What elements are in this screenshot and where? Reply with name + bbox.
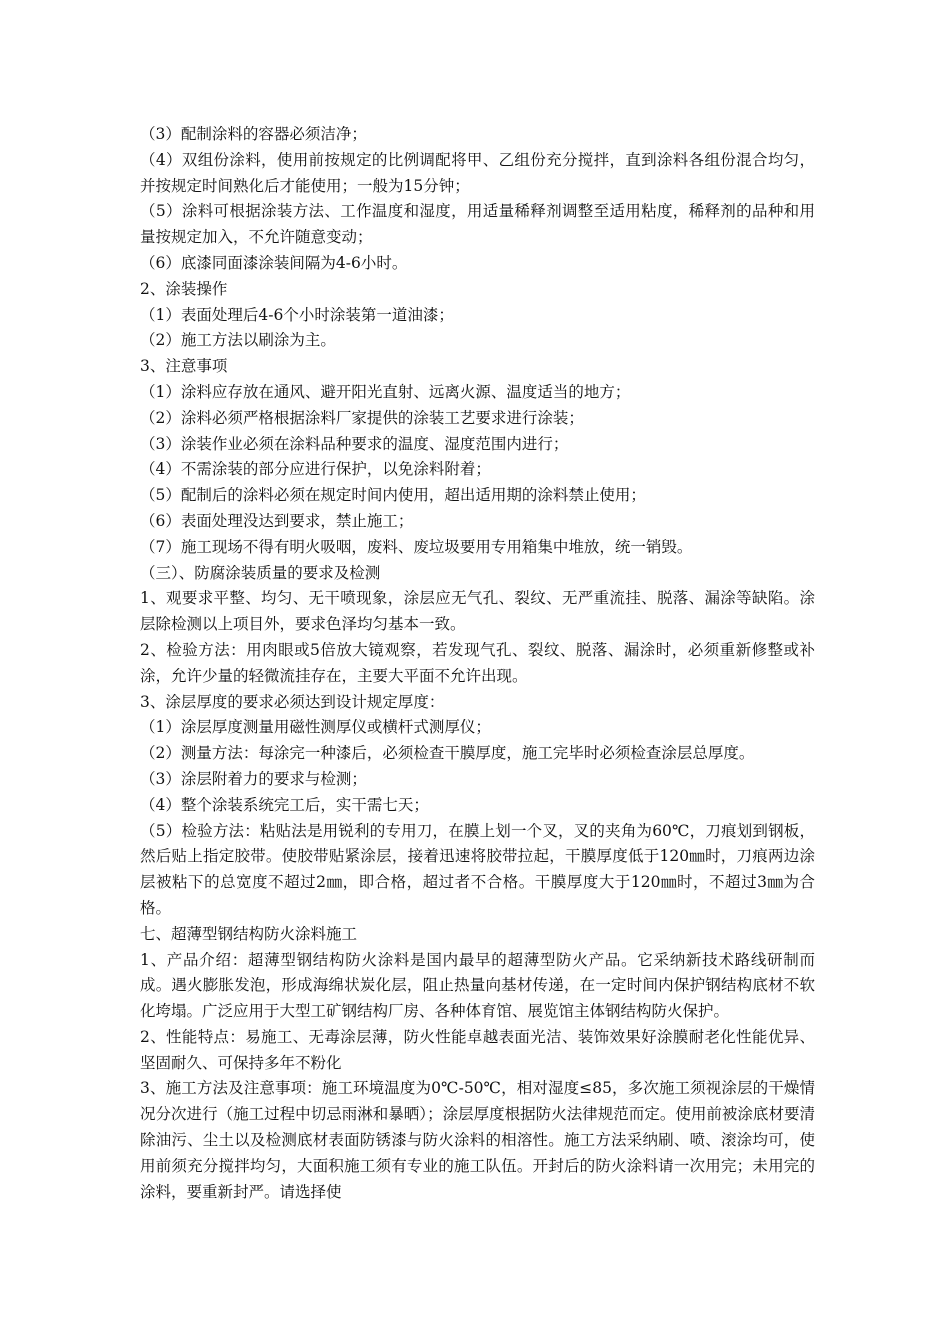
paragraph: （3）配制涂料的容器必须洁净； — [140, 125, 367, 143]
paragraph: 1、产品介绍：超薄型钢结构防火涂料是国内最早的超薄型防火产品。它采纳新技术路线研制而成。遇火膨胀发泡，形成海绵状炭化层，阻止热量向基材传递，在一定时间内保护钢结构底材不软化垮塌。广泛应用于大型工矿钢结构厂房、各种体育馆、展览馆主体钢结构防火保护。 — [140, 950, 815, 1021]
section-heading: 2、涂装操作 — [140, 279, 228, 298]
paragraph: （3）涂层附着力的要求与检测； — [140, 769, 367, 788]
paragraph: （1）表面处理后4-6个小时涂装第一道油漆； — [140, 305, 454, 324]
section-heading: 3、注意事项 — [140, 357, 228, 376]
paragraph: 1、观要求平整、均匀、无干喷现象，涂层应无气孔、裂纹、无严重流挂、脱落、漏涂等缺陷。涂层除检测以上项目外，要求色泽均匀基本一致。 — [140, 589, 815, 634]
document-page — [140, 122, 815, 1205]
paragraph: （4）整个涂装系统完工后，实干需七天； — [140, 795, 429, 814]
paragraph: （2）施工方法以刷涂为主。 — [140, 331, 336, 350]
paragraph: （3）涂装作业必须在涂料品种要求的温度、湿度范围内进行； — [140, 434, 569, 453]
paragraph: （7）施工现场不得有明火吸咽，废料、废垃圾要用专用箱集中堆放，统一销毁。 — [140, 537, 693, 556]
paragraph: （4）不需涂装的部分应进行保护，以免涂料附着； — [140, 460, 491, 479]
paragraph: 3、施工方法及注意事项：施工环境温度为0℃-50℃，相对湿度≤85，多次施工须视涂层的干燥情况分次进行（施工过程中切忌雨淋和暴晒）；涂层厚度根据防火法律规范而定。使用前被涂底材要清除油污、尘土以及检测底材表面防锈漆与防火涂料的相溶性。施工方法采纳刷、喷、滚涂均可，使用前须充分搅拌均匀，大面积施工须有专业的施工队伍。开封后的防火涂料请一次用完；未用完的涂料，要重新封严。请选择使 — [140, 1079, 815, 1201]
section-heading: （三）、防腐涂装质量的要求及检测 — [140, 563, 381, 582]
paragraph: （1）涂料应存放在通风、避开阳光直射、远离火源、温度适当的地方； — [140, 382, 631, 401]
paragraph: 2、性能特点：易施工、无毒涂层薄，防火性能卓越表面光洁、装饰效果好涂膜耐老化性能优异、坚固耐久、可保持多年不粉化 — [140, 1027, 815, 1072]
paragraph: （5）配制后的涂料必须在规定时间内使用，超出适用期的涂料禁止使用； — [140, 486, 646, 505]
paragraph: （2）涂料必须严格根据涂料厂家提供的涂装工艺要求进行涂装； — [140, 408, 584, 427]
paragraph: 3、涂层厚度的要求必须达到设计规定厚度： — [140, 692, 445, 711]
paragraph: （1）涂层厚度测量用磁性测厚仪或横杆式测厚仪； — [140, 718, 491, 737]
paragraph: 2、检验方法：用肉眼或5倍放大镜观察，若发现气孔、裂纹、脱落、漏涂时，必须重新修整或补涂，允许少量的轻微流挂存在，主要大平面不允许出现。 — [140, 640, 815, 685]
section-heading: 七、超薄型钢结构防火涂料施工 — [140, 924, 358, 943]
paragraph: （6）底漆同面漆涂装间隔为4-6小时。 — [140, 253, 408, 272]
paragraph: （6）表面处理没达到要求，禁止施工； — [140, 511, 414, 530]
paragraph: （2）测量方法：每涂完一种漆后，必须检查干膜厚度，施工完毕时必须检查涂层总厚度。 — [140, 744, 755, 763]
paragraph: （4）双组份涂料，使用前按规定的比例调配将甲、乙组份充分搅拌，直到涂料各组份混合均匀，并按规定时间熟化后才能使用；一般为15分钟； — [140, 150, 815, 195]
paragraph: （5）涂料可根据涂装方法、工作温度和湿度，用适量稀释剂调整至适用粘度，稀释剂的品种和用量按规定加入，不允许随意变动； — [140, 202, 815, 247]
paragraph: （5）检验方法：粘贴法是用锐利的专用刀，在膜上划一个叉，叉的夹角为60℃，刀痕划到钢板，然后贴上指定胶带。使胶带贴紧涂层，接着迅速将胶带拉起，干膜厚度低于120㎜时，刀痕两边涂层被粘下的总宽度不超过2㎜，即合格，超过者不合格。干膜厚度大于120㎜时，不超过3㎜为合格。 — [140, 821, 815, 917]
